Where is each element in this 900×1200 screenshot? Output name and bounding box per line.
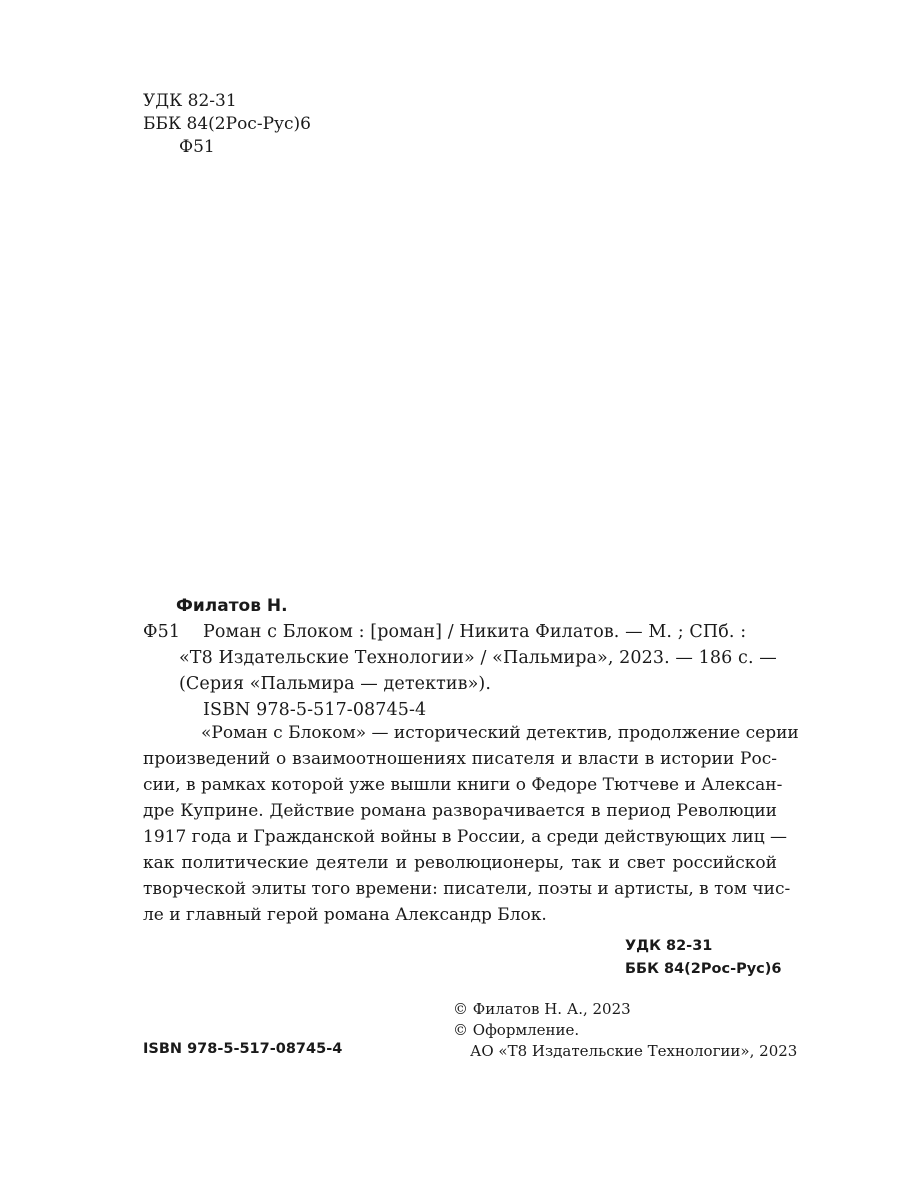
annotation-line: как политические деятели и революционеры, так и свет российской xyxy=(143,853,777,873)
bib-isbn: ISBN 978-5-517-08745-4 xyxy=(203,700,427,720)
annotation-line: «Роман с Блоком» — исторический детектив, продолжение серии xyxy=(201,723,799,743)
publisher-line: АО «Т8 Издательские Технологии», 2023 xyxy=(470,1042,798,1060)
bold-udk: УДК 82-31 xyxy=(625,938,713,954)
bib-line-1: Роман с Блоком : [роман] / Никита Филатов. — М. ; СПб. : xyxy=(203,622,747,642)
footer-isbn: ISBN 978-5-517-08745-4 xyxy=(143,1041,343,1057)
top-author-code: Ф51 xyxy=(179,137,215,157)
annotation-line: сии, в рамках которой уже вышли книги о Федоре Тютчеве и Алексан- xyxy=(143,775,783,795)
author-name: Филатов Н. xyxy=(176,596,288,616)
copyright-author: © Филатов Н. А., 2023 xyxy=(453,1000,631,1018)
bib-line-3: (Серия «Пальмира — детектив»). xyxy=(179,674,492,694)
annotation-line: 1917 года и Гражданской войны в России, а среди действующих лиц — xyxy=(143,827,788,847)
top-udk: УДК 82-31 xyxy=(143,91,237,111)
annotation-line: дре Куприне. Действие романа разворачивается в период Революции xyxy=(143,801,777,821)
annotation-line: ле и главный герой романа Александр Блок. xyxy=(143,905,547,925)
bib-line-2: «Т8 Издательские Технологии» / «Пальмира», 2023. — 186 с. — xyxy=(179,648,777,668)
bold-bbk: ББК 84(2Рос-Рус)6 xyxy=(625,961,782,977)
annotation-line: произведений о взаимоотношениях писателя и власти в истории Рос- xyxy=(143,749,777,769)
author-code: Ф51 xyxy=(143,622,181,642)
annotation xyxy=(143,720,799,928)
top-bbk: ББК 84(2Рос-Рус)6 xyxy=(143,114,311,134)
annotation-line: творческой элиты того времени: писатели, поэты и артисты, в том чис- xyxy=(143,879,791,899)
copyright-design: © Оформление. xyxy=(453,1021,580,1039)
